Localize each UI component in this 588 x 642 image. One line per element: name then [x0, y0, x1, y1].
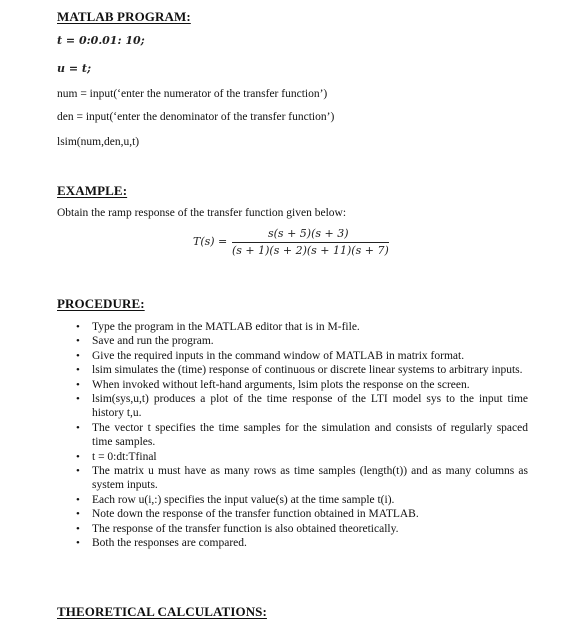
code-line-numerator: num = input(‘enter the numerator of the transfer function’): [57, 88, 328, 100]
program-heading: MATLAB PROGRAM:: [57, 9, 191, 24]
list-item: • Each row u(i,:) specifies the input value(s) at the time sample t(i).: [76, 493, 395, 506]
procedure-heading: PROCEDURE:: [57, 296, 145, 311]
fraction-bar: [232, 242, 389, 243]
list-item: • t = 0:dt:Tfinal: [76, 450, 157, 463]
example-intro: Obtain the ramp response of the transfer function given below:: [57, 207, 347, 219]
list-item: • Both the responses are compared.: [76, 537, 247, 550]
example-heading: EXAMPLE:: [57, 183, 128, 198]
transfer-function-lhs: T(s) =: [193, 235, 228, 248]
list-item: • The response of the transfer function is also obtained theoretically.: [76, 522, 399, 535]
code-line-lsim: lsim(num,den,u,t): [57, 136, 140, 148]
list-item: • Give the required inputs in the command window of MATLAB in matrix format.: [76, 349, 465, 362]
list-item: • The vector t specifies the time samples for the simulation and consists of regularly spaced time samples.: [76, 421, 528, 449]
bullet-icon: •: [76, 493, 80, 506]
bullet-icon: •: [76, 349, 80, 362]
list-item: • lsim(sys,u,t) produces a plot of the time response of the LTI model sys to the input time history t,u.: [76, 393, 528, 420]
list-item: • Save and run the program.: [76, 335, 214, 348]
bullet-icon: •: [76, 508, 80, 521]
procedure-list: [76, 320, 528, 551]
list-item: • The matrix u must have as many rows as time samples (length(t)) and as many columns as system inputs.: [76, 465, 528, 492]
bullet-icon: •: [76, 522, 80, 535]
bullet-icon: •: [76, 450, 80, 463]
code-line-time-vector: t = 0:0.01: 10;: [57, 34, 145, 47]
bullet-icon: •: [76, 537, 80, 550]
bullet-icon: •: [76, 321, 80, 333]
list-item: • Note down the response of the transfer function obtained in MATLAB.: [76, 508, 419, 521]
list-item: • Type the program in the MATLAB editor that is in M-file.: [76, 321, 360, 333]
theory-heading: THEORETICAL CALCULATIONS:: [57, 604, 267, 619]
bullet-icon: •: [76, 393, 80, 406]
list-item: • lsim simulates the (time) response of continuous or discrete linear systems to arbitrary inputs.: [76, 364, 523, 377]
bullet-icon: •: [76, 378, 80, 391]
code-line-input: u = t;: [57, 62, 92, 75]
bullet-icon: •: [76, 465, 80, 478]
transfer-function-numerator: s(s + 5)(s + 3): [268, 227, 349, 240]
transfer-function-denominator: (s + 1)(s + 2)(s + 11)(s + 7): [232, 244, 389, 257]
bullet-icon: •: [76, 421, 80, 434]
bullet-icon: •: [76, 335, 80, 348]
list-item: • When invoked without left-hand arguments, lsim plots the response on the screen.: [76, 378, 470, 391]
bullet-icon: •: [76, 364, 80, 377]
code-line-denominator: den = input(‘enter the denominator of the transfer function’): [57, 111, 335, 123]
